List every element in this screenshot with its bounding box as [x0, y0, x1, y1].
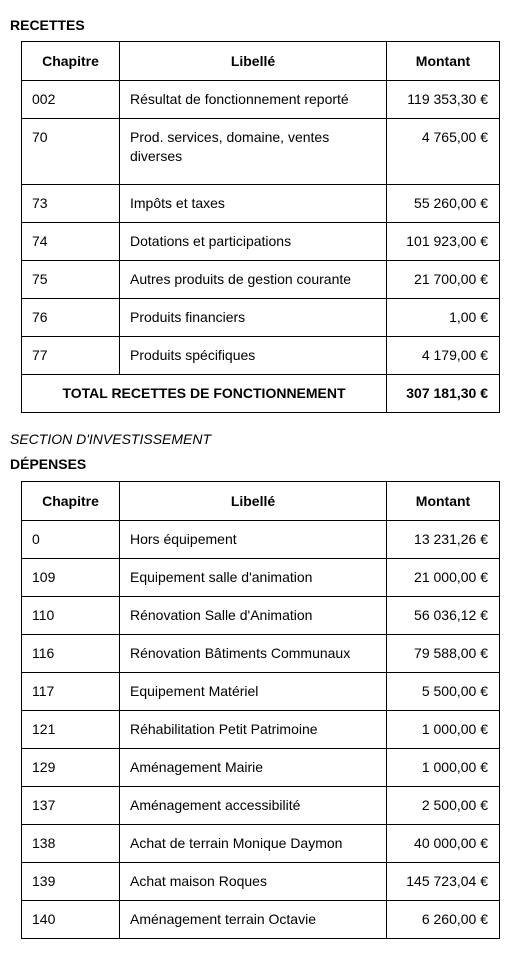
header-montant: Montant [387, 42, 500, 81]
chapitre-cell: 0 [22, 521, 120, 559]
total-montant: 307 181,30 € [387, 375, 500, 413]
montant-cell: 40 000,00 € [387, 825, 500, 863]
libelle-cell: Réhabilitation Petit Patrimoine [120, 711, 387, 749]
recettes-table [21, 41, 500, 413]
libelle-cell: Aménagement Mairie [120, 749, 387, 787]
depenses-table [21, 481, 500, 939]
table-row [22, 787, 500, 825]
montant-cell: 2 500,00 € [387, 787, 500, 825]
montant-cell: 4 179,00 € [387, 337, 500, 375]
recettes-header-row [22, 42, 500, 81]
table-row [22, 521, 500, 559]
chapitre-cell: 109 [22, 559, 120, 597]
montant-cell: 119 353,30 € [387, 81, 500, 119]
section-investissement-heading: SECTION D'INVESTISSEMENT [10, 431, 212, 447]
montant-cell: 1,00 € [387, 299, 500, 337]
table-row [22, 711, 500, 749]
table-row [22, 635, 500, 673]
libelle-cell: Equipement Matériel [120, 673, 387, 711]
table-row [22, 901, 500, 939]
montant-cell: 1 000,00 € [387, 749, 500, 787]
libelle-cell: Prod. services, domaine, ventes diverses [120, 119, 387, 185]
table-row [22, 559, 500, 597]
chapitre-cell: 74 [22, 223, 120, 261]
chapitre-cell: 116 [22, 635, 120, 673]
libelle-cell: Impôts et taxes [120, 185, 387, 223]
chapitre-cell: 121 [22, 711, 120, 749]
table-row [22, 673, 500, 711]
libelle-cell: Aménagement terrain Octavie [120, 901, 387, 939]
libelle-cell: Achat maison Roques [120, 863, 387, 901]
montant-cell: 6 260,00 € [387, 901, 500, 939]
montant-cell: 79 588,00 € [387, 635, 500, 673]
table-row [22, 299, 500, 337]
table-row [22, 119, 500, 185]
montant-cell: 101 923,00 € [387, 223, 500, 261]
chapitre-cell: 77 [22, 337, 120, 375]
libelle-cell: Produits financiers [120, 299, 387, 337]
table-row [22, 863, 500, 901]
libelle-cell: Aménagement accessibilité [120, 787, 387, 825]
total-label: TOTAL RECETTES DE FONCTIONNEMENT [22, 375, 387, 413]
recettes-heading: RECETTES [10, 17, 85, 33]
header-libelle: Libellé [120, 42, 387, 81]
montant-cell: 55 260,00 € [387, 185, 500, 223]
libelle-cell: Rénovation Salle d'Animation [120, 597, 387, 635]
table-row [22, 749, 500, 787]
depenses-heading: DÉPENSES [10, 456, 87, 472]
montant-cell: 4 765,00 € [387, 119, 500, 185]
libelle-cell: Autres produits de gestion courante [120, 261, 387, 299]
montant-cell: 21 000,00 € [387, 559, 500, 597]
header-chapitre: Chapitre [22, 42, 120, 81]
table-row [22, 223, 500, 261]
libelle-cell: Dotations et participations [120, 223, 387, 261]
chapitre-cell: 70 [22, 119, 120, 185]
chapitre-cell: 137 [22, 787, 120, 825]
header-chapitre: Chapitre [22, 482, 120, 521]
montant-cell: 145 723,04 € [387, 863, 500, 901]
chapitre-cell: 110 [22, 597, 120, 635]
total-row [22, 375, 500, 413]
chapitre-cell: 129 [22, 749, 120, 787]
header-montant: Montant [387, 482, 500, 521]
header-libelle: Libellé [120, 482, 387, 521]
table-row [22, 185, 500, 223]
libelle-cell: Achat de terrain Monique Daymon [120, 825, 387, 863]
chapitre-cell: 117 [22, 673, 120, 711]
table-row [22, 825, 500, 863]
depenses-header-row [22, 482, 500, 521]
montant-cell: 56 036,12 € [387, 597, 500, 635]
chapitre-cell: 73 [22, 185, 120, 223]
libelle-cell: Produits spécifiques [120, 337, 387, 375]
chapitre-cell: 140 [22, 901, 120, 939]
montant-cell: 1 000,00 € [387, 711, 500, 749]
montant-cell: 5 500,00 € [387, 673, 500, 711]
chapitre-cell: 75 [22, 261, 120, 299]
chapitre-cell: 138 [22, 825, 120, 863]
chapitre-cell: 76 [22, 299, 120, 337]
libelle-cell: Résultat de fonctionnement reporté [120, 81, 387, 119]
table-row [22, 597, 500, 635]
montant-cell: 13 231,26 € [387, 521, 500, 559]
table-row [22, 261, 500, 299]
table-row [22, 337, 500, 375]
table-row [22, 81, 500, 119]
libelle-cell: Equipement salle d'animation [120, 559, 387, 597]
libelle-cell: Hors équipement [120, 521, 387, 559]
montant-cell: 21 700,00 € [387, 261, 500, 299]
libelle-cell: Rénovation Bâtiments Communaux [120, 635, 387, 673]
chapitre-cell: 002 [22, 81, 120, 119]
chapitre-cell: 139 [22, 863, 120, 901]
